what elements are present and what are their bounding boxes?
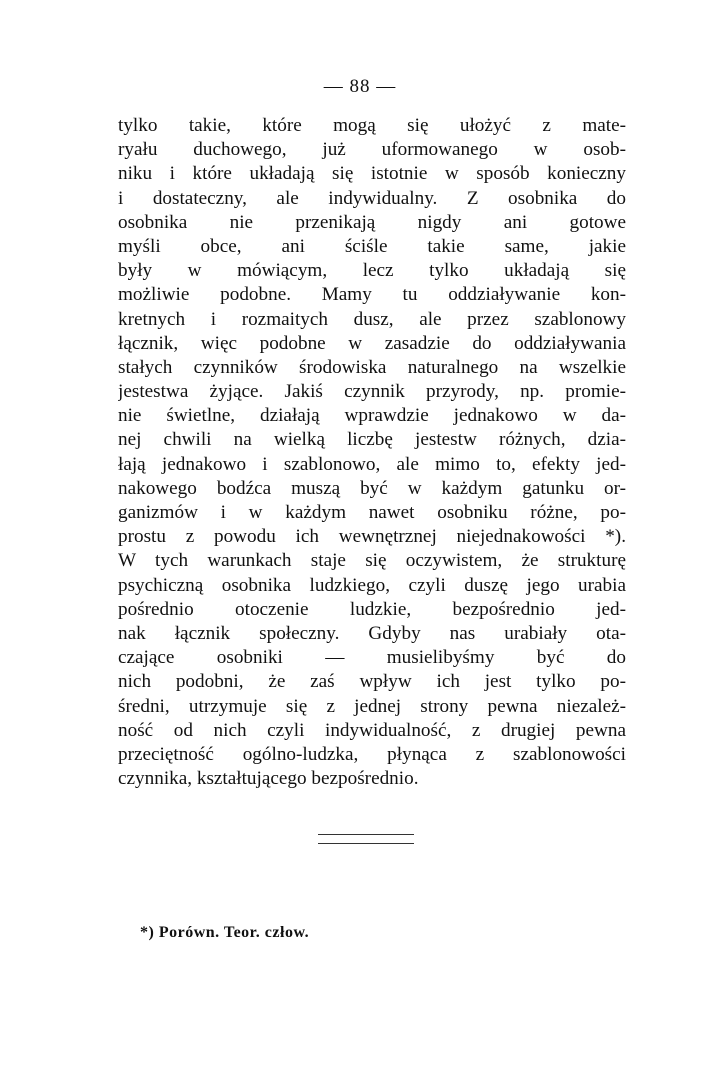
divider-rule [318, 843, 414, 844]
page-number: — 88 — [323, 76, 397, 97]
text-line: nej chwili na wielką liczbę jestestw różnych, dzia- [118, 429, 626, 451]
text-line: łącznik, więc podobne w zasadzie do oddziaływania [118, 332, 626, 354]
text-line: myśli obce, ani ściśle takie same, jakie [118, 235, 626, 257]
text-line: przeciętność ogólno-ludzka, płynąca z szablonowości [118, 743, 626, 765]
text-line: W tych warunkach staje się oczywistem, że strukturę [118, 550, 626, 572]
text-line: możliwie podobne. Mamy tu oddziaływanie kon- [118, 284, 626, 306]
body-text [118, 114, 626, 791]
text-line: ganizmów i w każdym nawet osobniku różne, po- [118, 502, 626, 523]
text-line: były w mówiącym, lecz tylko układają się [118, 260, 626, 282]
text-line: nak łącznik społeczny. Gdyby nas urabiały ota- [118, 622, 626, 644]
text-line: ność od nich czyli indywidualność, z drugiej pewna [118, 719, 626, 741]
text-line: łają jednakowo i szablonowo, ale mimo to, efekty jed- [118, 453, 626, 475]
text-line: stałych czynników środowiska naturalnego na wszelkie [118, 356, 626, 378]
text-line: nie świetlne, działają wprawdzie jednakowo w da- [118, 405, 626, 427]
text-line: niku i które układają się istotnie w sposób konieczny [118, 163, 626, 185]
text-line: osobnika nie przenikają nigdy ani gotowe [118, 211, 626, 233]
text-line: jestestwa żyjące. Jakiś czynnik przyrody, np. promie- [118, 381, 626, 403]
divider-rule [318, 834, 414, 835]
text-line: czające osobniki — musielibyśmy być do [118, 647, 626, 669]
text-line: i dostateczny, ale indywidualny. Z osobnika do [118, 187, 626, 209]
text-line: ryału duchowego, już uformowanego w osob- [118, 139, 626, 161]
text-line: kretnych i rozmaitych dusz, ale przez szablonowy [118, 308, 626, 330]
text-line: pośrednio otoczenie ludzkie, bezpośrednio jed- [118, 598, 626, 620]
text-line: czynnika, kształtującego bezpośrednio. [118, 768, 419, 790]
text-line: średni, utrzymuje się z jednej strony pewna niezależ- [118, 695, 626, 717]
text-line: nich podobni, że zaś wpływ ich jest tylko po- [118, 671, 626, 693]
text-line: prostu z powodu ich wewnętrznej niejednakowości *). [118, 526, 626, 548]
text-line: psychiczną osobnika ludzkiego, czyli duszę jego urabia [118, 574, 626, 596]
text-line: nakowego bodźca muszą być w każdym gatunku or- [118, 477, 626, 499]
footnote: *) Porówn. Teor. człow. [140, 924, 310, 941]
text-line: tylko takie, które mogą się ułożyć z mate- [118, 115, 626, 136]
